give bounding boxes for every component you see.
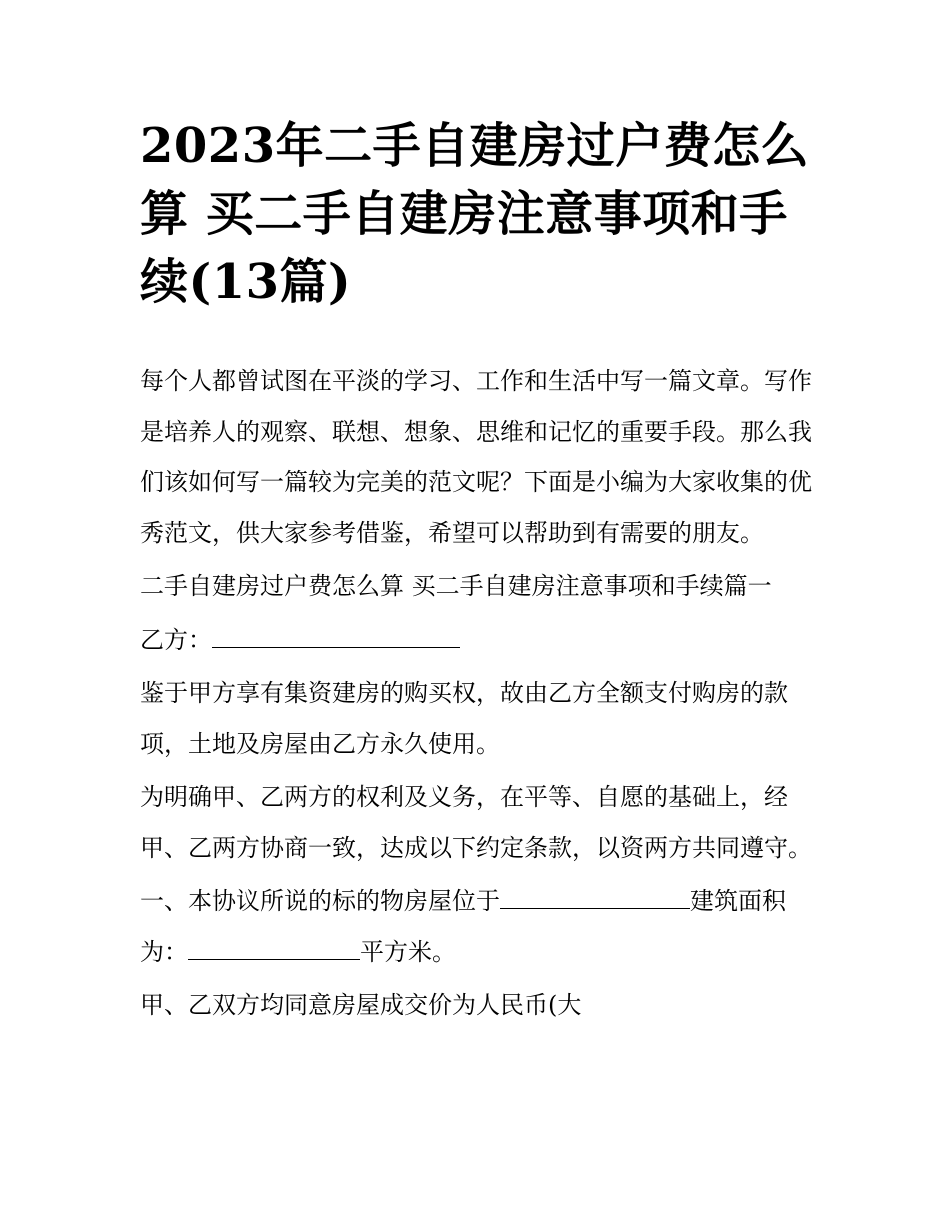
purpose-paragraph: 为明确甲、乙两方的权利及义务，在平等、自愿的基础上，经甲、乙两方协商一致，达成以下约定条款，以资两方共同遵守。	[140, 783, 812, 862]
clause-1-paragraph	[140, 876, 815, 977]
intro-paragraph: 每个人都曾试图在平淡的学习、工作和生活中写一篇文章。写作是培养人的观察、联想、想象、思维和记忆的重要手段。那么我们该如何写一篇较为完美的范文呢？下面是小编为大家收集的优秀范文，供大家参考借鉴，希望可以帮助到有需要的朋友。	[140, 367, 812, 547]
location-blank	[500, 883, 690, 909]
party-b-blank	[212, 621, 460, 647]
document-body	[140, 356, 815, 1034]
area-blank	[188, 933, 360, 959]
recital-paragraph: 鉴于甲方享有集资建房的购买权，故由乙方全额支付购房的款项，土地及房屋由乙方永久使用。	[140, 679, 788, 758]
clause-1-suffix: 平方米。	[360, 937, 456, 966]
clause-1-prefix: 一、本协议所说的标的物房屋位于	[140, 887, 500, 915]
section-heading: 二手自建房过户费怎么算 买二手自建房注意事项和手续篇一	[140, 572, 772, 600]
party-b-label: 乙方：	[140, 625, 212, 654]
document-title: 2023年二手自建房过户费怎么算 买二手自建房注意事项和手续(13篇)	[140, 118, 810, 310]
party-b-line	[140, 615, 815, 666]
clause-1-middle: 建筑面积为：	[140, 887, 786, 966]
price-paragraph: 甲、乙双方均同意房屋成交价为人民币(大	[140, 991, 582, 1019]
